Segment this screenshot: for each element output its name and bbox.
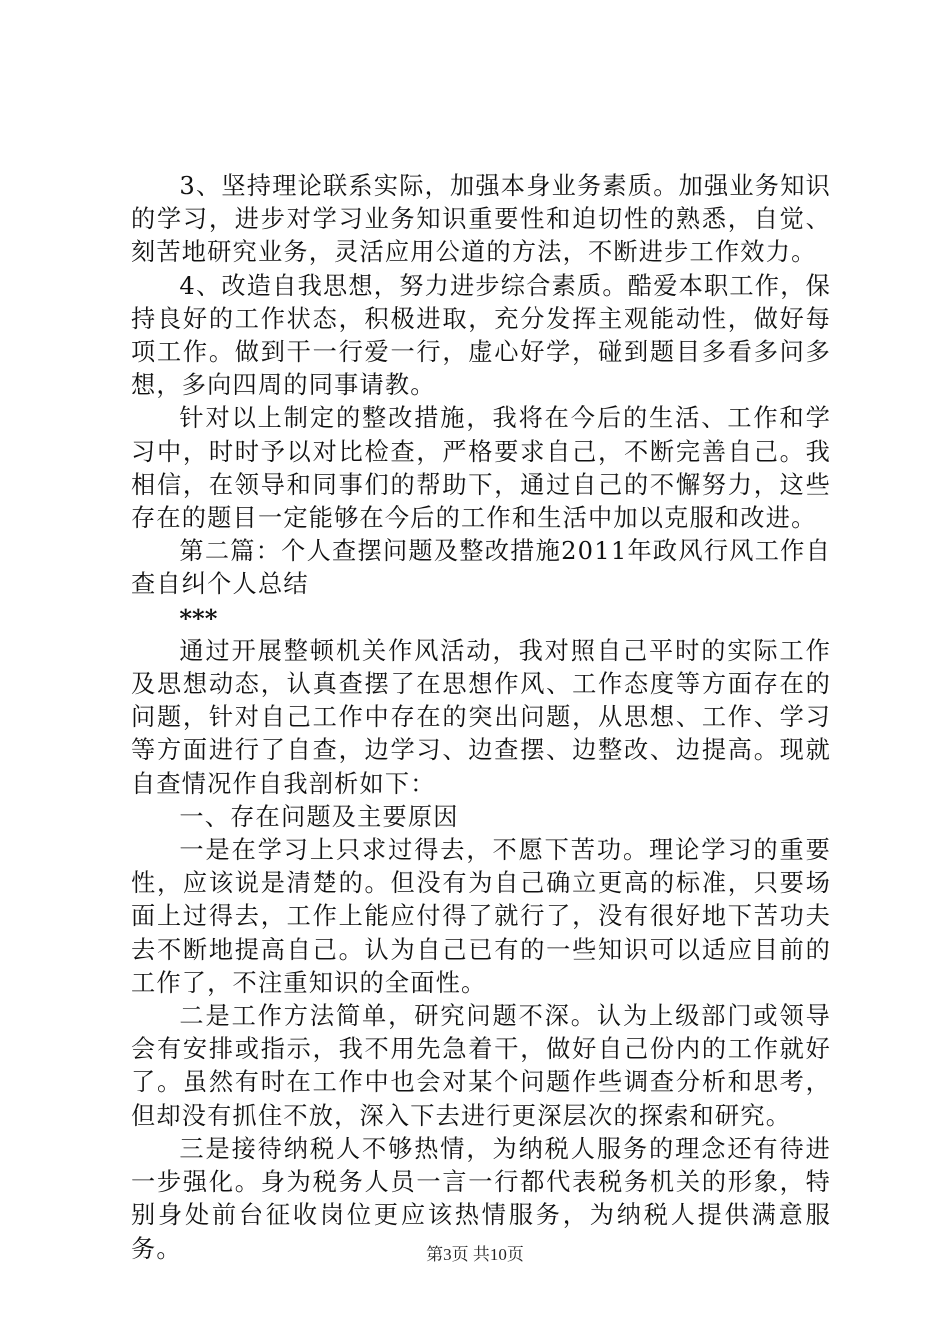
document-body (131, 170, 831, 1266)
section-heading-problems: 一、存在问题及主要原因 (179, 802, 459, 831)
paragraph-intro: 通过开展整顿机关作风活动，我对照自己平时的实际工作及思想动态，认真查摆了在思想作风、工作态度等方面存在的问题，针对自己工作中存在的突出问题，从思想、工作、学习等方面进行了自查，边学习、边查摆、边整改、边提高。现就自查情况作自我剖析如下： (131, 636, 831, 798)
paragraph-commitment: 针对以上制定的整改措施，我将在今后的生活、工作和学习中，时时予以对比检查，严格要求自己，不断完善自己。我相信，在领导和同事们的帮助下，通过自己的不懈努力，这些存在的题目一定能够在今后的工作和生活中加以克服和改进。 (131, 404, 831, 533)
paragraph-problem-3: 三是接待纳税人不够热情，为纳税人服务的理念还有待进一步强化。身为税务人员一言一行都代表税务机关的形象，特别身处前台征收岗位更应该热情服务，为纳税人提供满意服务。 (131, 1134, 831, 1263)
paragraph-problem-2: 二是工作方法简单，研究问题不深。认为上级部门或领导会有安排或指示，我不用先急着干，做好自己份内的工作就好了。虽然有时在工作中也会对某个问题作些调查分析和思考，但却没有抓住不放，深入下去进行更深层次的探索和研究。 (131, 1002, 831, 1130)
paragraph-item-4: 4、改造自我思想，努力进步综合素质。酷爱本职工作，保持良好的工作状态，积极进取，充分发挥主观能动性，做好每项工作。做到干一行爱一行，虚心好学，碰到题目多看多问多想，多向四周的同事请教。 (131, 271, 831, 400)
paragraph-problem-1: 一是在学习上只求过得去，不愿下苦功。理论学习的重要性，应该说是清楚的。但没有为自己确立更高的标准，只要场面上过得去，工作上能应付得了就行了，没有很好地下苦功夫去不断地提高自己。认为自己已有的一些知识可以适应目前的工作了，不注重知识的全面性。 (131, 836, 831, 997)
paragraph-item-3: 3、坚持理论联系实际，加强本身业务素质。加强业务知识的学习，进步对学习业务知识重要性和迫切性的熟悉，自觉、刻苦地研究业务，灵活应用公道的方法，不断进步工作效力。 (131, 172, 831, 267)
author-placeholder: *** (179, 603, 218, 633)
section-heading-second-article: 第二篇：个人查摆问题及整改措施2011年政风行风工作自查自纠个人总结 (131, 537, 831, 599)
page-number-footer: 第3页 共10页 (426, 1245, 524, 1264)
